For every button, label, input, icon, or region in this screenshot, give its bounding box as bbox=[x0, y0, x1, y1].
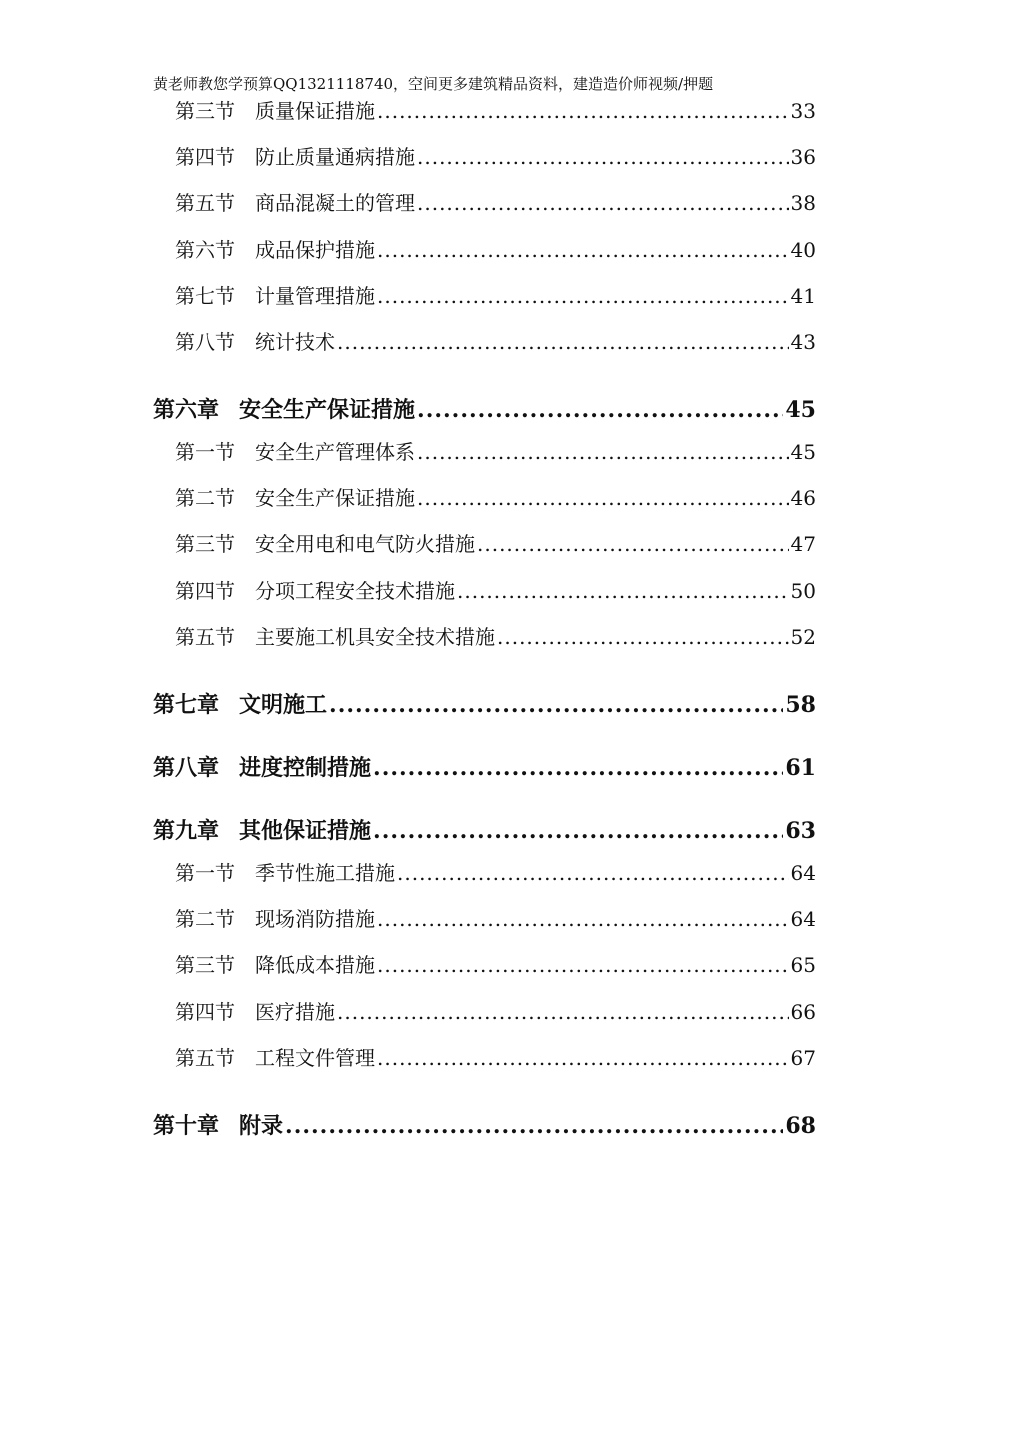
toc-entry-title: 其他保证措施 bbox=[239, 818, 372, 844]
toc-page-number: 52 bbox=[790, 625, 816, 649]
toc-section-row[interactable] bbox=[175, 623, 816, 651]
toc-section-row[interactable] bbox=[175, 951, 816, 979]
toc-leader-dots bbox=[457, 577, 789, 605]
toc-entry-number: 第三节 bbox=[175, 953, 235, 977]
toc-section-row[interactable] bbox=[175, 577, 816, 605]
toc-entry-label bbox=[175, 577, 455, 605]
toc-page-number: 45 bbox=[790, 440, 816, 464]
toc-entry-title: 统计技术 bbox=[255, 330, 335, 354]
toc-entry-number: 第十章 bbox=[153, 1113, 220, 1139]
toc-entry-number: 第七章 bbox=[153, 692, 220, 718]
toc-section-row[interactable] bbox=[175, 143, 816, 171]
toc-entry-number: 第二节 bbox=[175, 486, 235, 510]
toc-entry-number: 第四节 bbox=[175, 579, 235, 603]
toc-entry-label bbox=[153, 753, 371, 783]
toc-page-number: 43 bbox=[790, 330, 816, 354]
toc-entry-label bbox=[153, 690, 327, 720]
toc-leader-dots bbox=[417, 143, 789, 171]
toc-entry-title: 附录 bbox=[239, 1113, 284, 1139]
toc-section-row[interactable] bbox=[175, 484, 816, 512]
toc-entry-label bbox=[175, 438, 415, 466]
toc-entry-title: 成品保护措施 bbox=[255, 238, 375, 262]
toc-leader-dots bbox=[397, 859, 789, 887]
toc-chapter-row[interactable] bbox=[153, 395, 816, 425]
toc-leader-dots bbox=[417, 484, 789, 512]
toc-chapter-row[interactable] bbox=[153, 690, 816, 720]
toc-section-row[interactable] bbox=[175, 282, 816, 310]
toc-leader-dots bbox=[477, 530, 789, 558]
toc-entry-title: 季节性施工措施 bbox=[255, 861, 395, 885]
toc-entry-title: 工程文件管理 bbox=[255, 1046, 375, 1070]
toc-entry-number: 第八章 bbox=[153, 755, 220, 781]
toc-entry-number: 第八节 bbox=[175, 330, 235, 354]
toc-entry-label bbox=[153, 816, 371, 846]
toc-section-row[interactable] bbox=[175, 97, 816, 125]
toc-page-number: 58 bbox=[785, 692, 816, 718]
toc-entry-number: 第四节 bbox=[175, 1000, 235, 1024]
toc-section-row[interactable] bbox=[175, 189, 816, 217]
toc-entry-title: 降低成本措施 bbox=[255, 953, 375, 977]
toc-page-number: 50 bbox=[790, 579, 816, 603]
toc-entry-label bbox=[175, 623, 495, 651]
toc-page-number: 38 bbox=[790, 191, 816, 215]
toc-leader-dots bbox=[337, 328, 789, 356]
toc-page-number: 40 bbox=[790, 238, 816, 262]
toc-leader-dots bbox=[417, 438, 789, 466]
toc-entry-label bbox=[175, 236, 375, 264]
toc-entry-label bbox=[175, 97, 375, 125]
toc-entry-label bbox=[175, 328, 335, 356]
toc-section-row[interactable] bbox=[175, 998, 816, 1026]
toc-entry-number: 第九章 bbox=[153, 818, 220, 844]
toc-entry-label bbox=[153, 395, 415, 425]
toc-entry-number: 第三节 bbox=[175, 532, 235, 556]
toc-leader-dots bbox=[417, 395, 783, 425]
toc-entry-title: 计量管理措施 bbox=[255, 284, 375, 308]
toc-page-number: 36 bbox=[790, 145, 816, 169]
toc-entry-number: 第一节 bbox=[175, 861, 235, 885]
toc-entry-label bbox=[175, 1044, 375, 1072]
toc-entry-number: 第二节 bbox=[175, 907, 235, 931]
toc-page-number: 45 bbox=[785, 397, 816, 423]
toc-leader-dots bbox=[373, 816, 783, 846]
toc-page-number: 41 bbox=[790, 284, 816, 308]
toc-entry-number: 第六节 bbox=[175, 238, 235, 262]
toc-entry-number: 第五节 bbox=[175, 1046, 235, 1070]
toc-entry-label bbox=[175, 282, 375, 310]
toc-entry-label bbox=[175, 951, 375, 979]
toc-leader-dots bbox=[373, 753, 783, 783]
toc-entry-number: 第一节 bbox=[175, 440, 235, 464]
toc-entry-number: 第四节 bbox=[175, 145, 235, 169]
toc-entry-number: 第六章 bbox=[153, 397, 220, 423]
toc-entry-title: 防止质量通病措施 bbox=[255, 145, 415, 169]
toc-leader-dots bbox=[285, 1111, 783, 1141]
toc-entry-number: 第七节 bbox=[175, 284, 235, 308]
toc-leader-dots bbox=[497, 623, 789, 651]
toc-page-number: 63 bbox=[785, 818, 816, 844]
toc-page-number: 64 bbox=[790, 861, 816, 885]
toc-entry-label bbox=[175, 189, 415, 217]
toc-leader-dots bbox=[377, 905, 789, 933]
toc-entry-label bbox=[175, 905, 375, 933]
toc-leader-dots bbox=[377, 236, 789, 264]
toc-page-number: 33 bbox=[790, 99, 816, 123]
toc-entry-title: 商品混凝土的管理 bbox=[255, 191, 415, 215]
toc-chapter-row[interactable] bbox=[153, 1111, 816, 1141]
toc-chapter-row[interactable] bbox=[153, 753, 816, 783]
toc-leader-dots bbox=[417, 189, 789, 217]
toc-page-number: 66 bbox=[790, 1000, 816, 1024]
toc-section-row[interactable] bbox=[175, 1044, 816, 1072]
toc-entry-label bbox=[175, 998, 335, 1026]
toc-leader-dots bbox=[337, 998, 789, 1026]
toc-entry-title: 进度控制措施 bbox=[239, 755, 372, 781]
toc-entry-title: 安全用电和电气防火措施 bbox=[255, 532, 475, 556]
toc-leader-dots bbox=[377, 282, 789, 310]
toc-entry-title: 医疗措施 bbox=[255, 1000, 335, 1024]
toc-page-number: 68 bbox=[785, 1113, 816, 1139]
toc-entry-number: 第三节 bbox=[175, 99, 235, 123]
toc-leader-dots bbox=[377, 1044, 789, 1072]
toc-entry-label bbox=[175, 530, 475, 558]
toc-entry-label bbox=[153, 1111, 283, 1141]
toc-entry-label bbox=[175, 859, 395, 887]
toc-page-number: 61 bbox=[785, 755, 816, 781]
toc-section-row[interactable] bbox=[175, 328, 816, 356]
toc-page-number: 67 bbox=[790, 1046, 816, 1070]
toc-section-row[interactable] bbox=[175, 859, 816, 887]
toc-section-row[interactable] bbox=[175, 530, 816, 558]
toc-entry-title: 安全生产管理体系 bbox=[255, 440, 415, 464]
toc-leader-dots bbox=[377, 97, 789, 125]
toc-page-number: 46 bbox=[790, 486, 816, 510]
toc-leader-dots bbox=[377, 951, 789, 979]
toc-entry-label bbox=[175, 484, 415, 512]
toc-entry-title: 安全生产保证措施 bbox=[239, 397, 416, 423]
toc-page-number: 47 bbox=[790, 532, 816, 556]
page-header: 黄老师教您学预算QQ1321118740，空间更多建筑精品资料，建造造价师视频/押题 bbox=[153, 75, 714, 93]
toc-entry-number: 第五节 bbox=[175, 191, 235, 215]
toc-entry-title: 文明施工 bbox=[239, 692, 328, 718]
toc-leader-dots bbox=[329, 690, 783, 720]
toc-page-number: 65 bbox=[790, 953, 816, 977]
toc-chapter-row[interactable] bbox=[153, 816, 816, 846]
toc-section-row[interactable] bbox=[175, 905, 816, 933]
toc-entry-title: 主要施工机具安全技术措施 bbox=[255, 625, 495, 649]
toc-entry-title: 质量保证措施 bbox=[255, 99, 375, 123]
toc-entry-label bbox=[175, 143, 415, 171]
toc-page-number: 64 bbox=[790, 907, 816, 931]
toc-entry-number: 第五节 bbox=[175, 625, 235, 649]
toc-section-row[interactable] bbox=[175, 438, 816, 466]
toc-section-row[interactable] bbox=[175, 236, 816, 264]
toc-entry-title: 安全生产保证措施 bbox=[255, 486, 415, 510]
toc-entry-title: 现场消防措施 bbox=[255, 907, 375, 931]
toc-entry-title: 分项工程安全技术措施 bbox=[255, 579, 455, 603]
